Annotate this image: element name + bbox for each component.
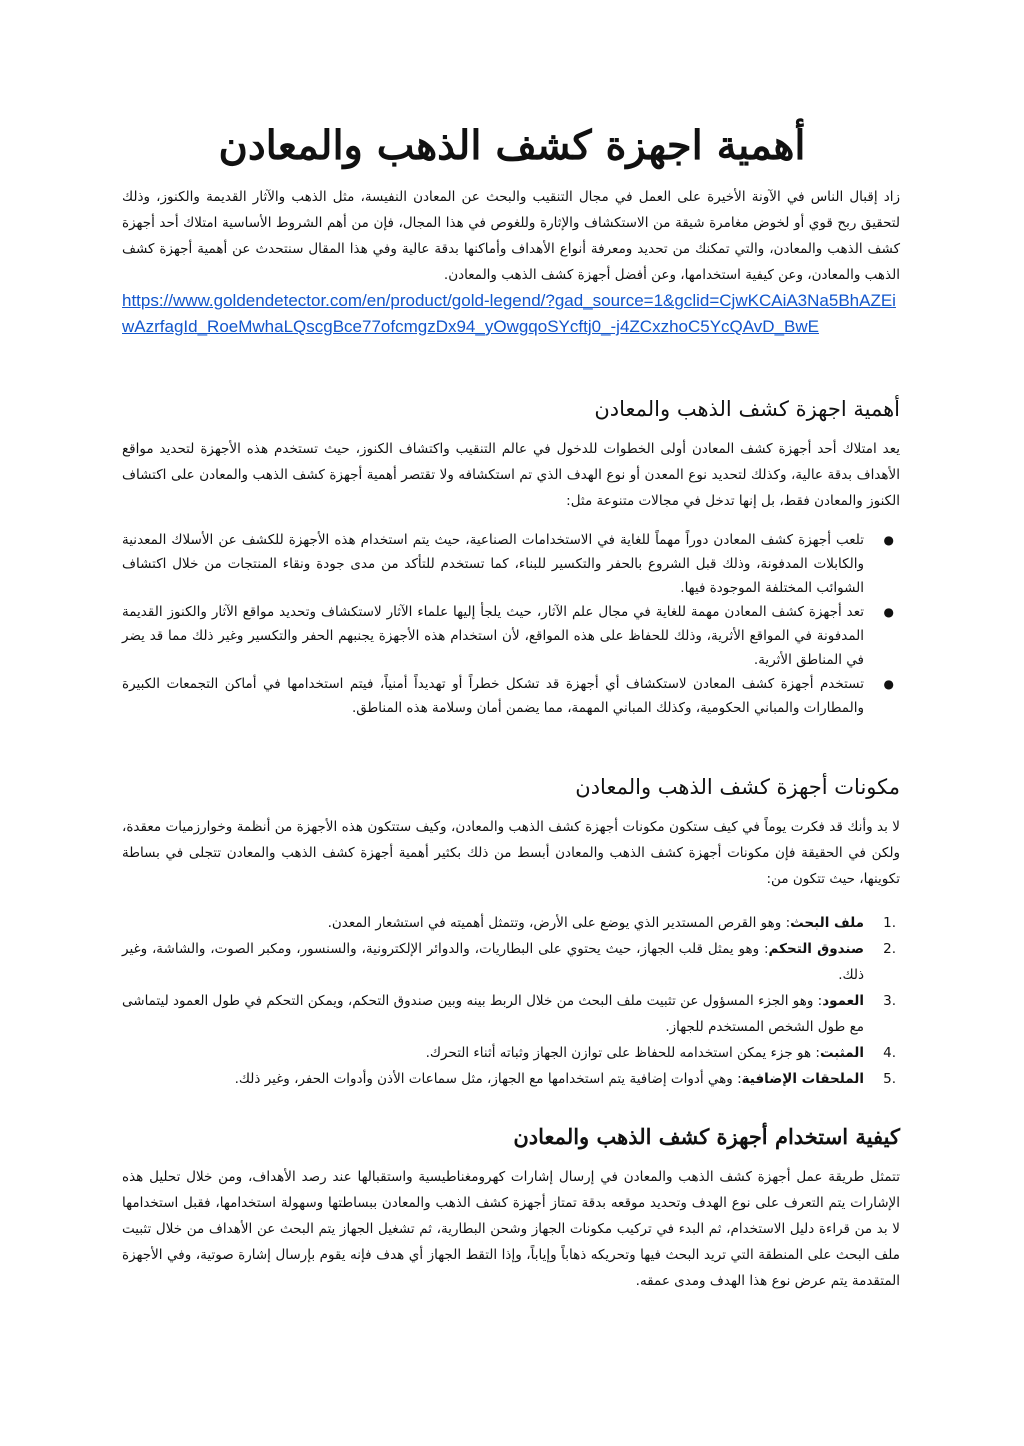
bullet-item: ● تلعب أجهزة كشف المعادن دوراً مهماً للغاية في الاستخدامات الصناعية، حيث يتم استخدام هذه الأجهزة للكشف عن الأسلاك المعدنية والكابلات المدفونة، وذلك قبل الشروع بالحفر والتكسير للبناء، كما تستخدم للتأكد من مدى جودة ونقاء المنتجات من خلال اكتشاف الشوائب المختلفة الموجودة فيها.	[122, 528, 864, 600]
section-heading-components: مكونات أجهزة كشف الذهب والمعادن	[575, 775, 900, 799]
item-term: العمود	[822, 993, 864, 1009]
item-number: 3.	[883, 993, 896, 1009]
numbered-item	[122, 1066, 896, 1092]
product-link[interactable]: https://www.goldendetector.com/en/product/gold-legend/?gad_source=1&gclid=CjwKCAiA3Na5BhAZEiwAzrfagId_RoeMwhaLQscgBce77ofcmgzDx94_yOwgqoSYcftj0_-j4ZCxzhoC5YcQAvD_BwE	[122, 291, 896, 336]
item-term: ملف البحث	[790, 915, 864, 931]
item-term: المثبت	[819, 1045, 864, 1061]
importance-paragraph: يعد امتلاك أحد أجهزة كشف المعادن أولى الخطوات للدخول في عالم التنقيب واكتشاف الكنوز، حيث تستخدم هذه الأجهزة لتحديد مواقع الأهداف بدقة عالية، وكذلك لتحديد نوع المعدن أو نوع الهدف الذي تم استكشافه ولا تقتصر أهمية أجهزة كشف الذهب والمعادن على اكتشاف الكنوز والمعادن فقط، بل إنها تدخل في مجالات متنوعة مثل:	[122, 441, 900, 509]
components-numbered-list	[122, 910, 900, 1092]
numbered-item	[122, 910, 896, 936]
item-number: 4.	[883, 1045, 896, 1061]
numbered-item	[122, 1040, 896, 1066]
bullet-item: ● تستخدم أجهزة كشف المعادن لاستكشاف أي أجهزة قد تشكل خطراً أو تهديداً أمنياً، فيتم استخدامها في أماكن التجمعات الكبيرة والمطارات والمباني الحكومية، وكذلك المباني المهمة، مما يضمن أمان وسلامة هذه المناطق.	[122, 672, 864, 720]
intro-paragraph: زاد إقبال الناس في الآونة الأخيرة على العمل في مجال التنقيب والبحث عن المعادن النفيسة، مثل الذهب والآثار القديمة والكنوز، وذلك لتحقيق ربح قوي أو لخوض مغامرة شيقة من الاستكشاف والإثارة وللغوص في هذا المجال، فإن من أهم الشروط الأساسية امتلاك أحد أجهزة كشف الذهب والمعادن، والتي تمكنك من تحديد ومعرفة أنواع الأهداف وأماكنها بدقة عالية وفي هذا المقال سنتحدث عن أهمية أجهزة كشف الذهب والمعادن، وعن كيفية استخدامها، وعن أفضل أجهزة كشف الذهب والمعادن.	[122, 189, 900, 283]
item-description: : وهو يمثل قلب الجهاز، حيث يحتوي على البطاريات، والدوائر الإلكترونية، والسنسور، ومكبر الصوت، والشاشة، وغير ذلك.	[122, 941, 864, 983]
bullet-item: ● تعد أجهزة كشف المعادن مهمة للغاية في مجال علم الآثار، حيث يلجأ إليها علماء الآثار لاستكشاف وتحديد مواقع الآثار والكنوز القديمة المدفونة في المواقع الأثرية، وذلك للحفاظ على هذه المواقع، لأن استخدام هذه الأجهزة يجنبهم الحفر والتكسير وغير ذلك مما قد يضر في المناطق الأثرية.	[122, 600, 864, 672]
item-term: الملحقات الإضافية	[741, 1071, 864, 1087]
numbered-item	[122, 936, 896, 988]
usage-paragraph: تتمثل طريقة عمل أجهزة كشف الذهب والمعادن في إرسال إشارات كهرومغناطيسية واستقبالها عند رصد الأهداف، ومن خلال تحليل هذه الإشارات يتم التعرف على نوع الهدف وتحديد موقعه بدقة تمتاز أجهزة كشف الذهب والمعادن ببساطتها وسهولة استخدامها، فقبل استخدامها لا بد من قراءة دليل الاستخدام، ثم البدء في تركيب مكونات الجهاز وشحن البطارية، ثم تشغيل الجهاز يتم البحث عن الأهداف من خلال تثبيت ملف البحث على المنطقة التي تريد البحث فيها وتحريكه ذهاباً وإياباً، وإذا التقط الجهاز أي هدف فإنه يقوم بإرسال إشارة صوتية، وفي الأجهزة المتقدمة يتم عرض نوع هذا الهدف ومدى عمقه.	[122, 1169, 900, 1289]
item-term: صندوق التحكم	[768, 941, 864, 957]
numbered-item	[122, 988, 896, 1040]
item-number: 2.	[883, 941, 896, 957]
section-heading-usage: كيفية استخدام أجهزة كشف الذهب والمعادن	[513, 1124, 900, 1149]
intro-section	[122, 184, 900, 340]
usage-section	[122, 1122, 900, 1294]
importance-bullet-list	[122, 528, 900, 720]
components-paragraph: لا بد وأنك قد فكرت يوماً في كيف ستكون مكونات أجهزة كشف الذهب والمعادن، وكيف ستتكون هذه الأجهزة من أنظمة وخوارزميات معقدة، ولكن في الحقيقة فإن مكونات أجهزة كشف الذهب والمعادن أبسط من ذلك بكثير أهمية أجهزة كشف الذهب والمعادن تتجلى في بساطة تكوينها، حيث تتكون من:	[122, 819, 900, 887]
page-title: أهمية اجهزة كشف الذهب والمعادن	[218, 122, 806, 169]
item-description: : وهو القرص المستدير الذي يوضع على الأرض، وتتمثل أهميته في استشعار المعدن.	[327, 915, 791, 931]
section-heading-importance: أهمية اجهزة كشف الذهب والمعادن	[594, 397, 900, 421]
item-description: : وهي أدوات إضافية يتم استخدامها مع الجهاز، مثل سماعات الأذن وأدوات الحفر، وغير ذلك.	[234, 1071, 742, 1087]
components-section	[122, 772, 900, 1092]
item-description: : هو جزء يمكن استخدامه للحفاظ على توازن الجهاز وثباته أثناء التحرك.	[425, 1045, 820, 1061]
item-number: 1.	[883, 915, 896, 931]
item-number: 5.	[883, 1071, 896, 1087]
item-description: : وهو الجزء المسؤول عن تثبيت ملف البحث من خلال الربط بينه وبين صندوق التحكم، ويمكن التحكم في طول العمود ليتماشى مع طول الشخص المستخدم للجهاز.	[122, 993, 864, 1035]
importance-section	[122, 394, 900, 720]
